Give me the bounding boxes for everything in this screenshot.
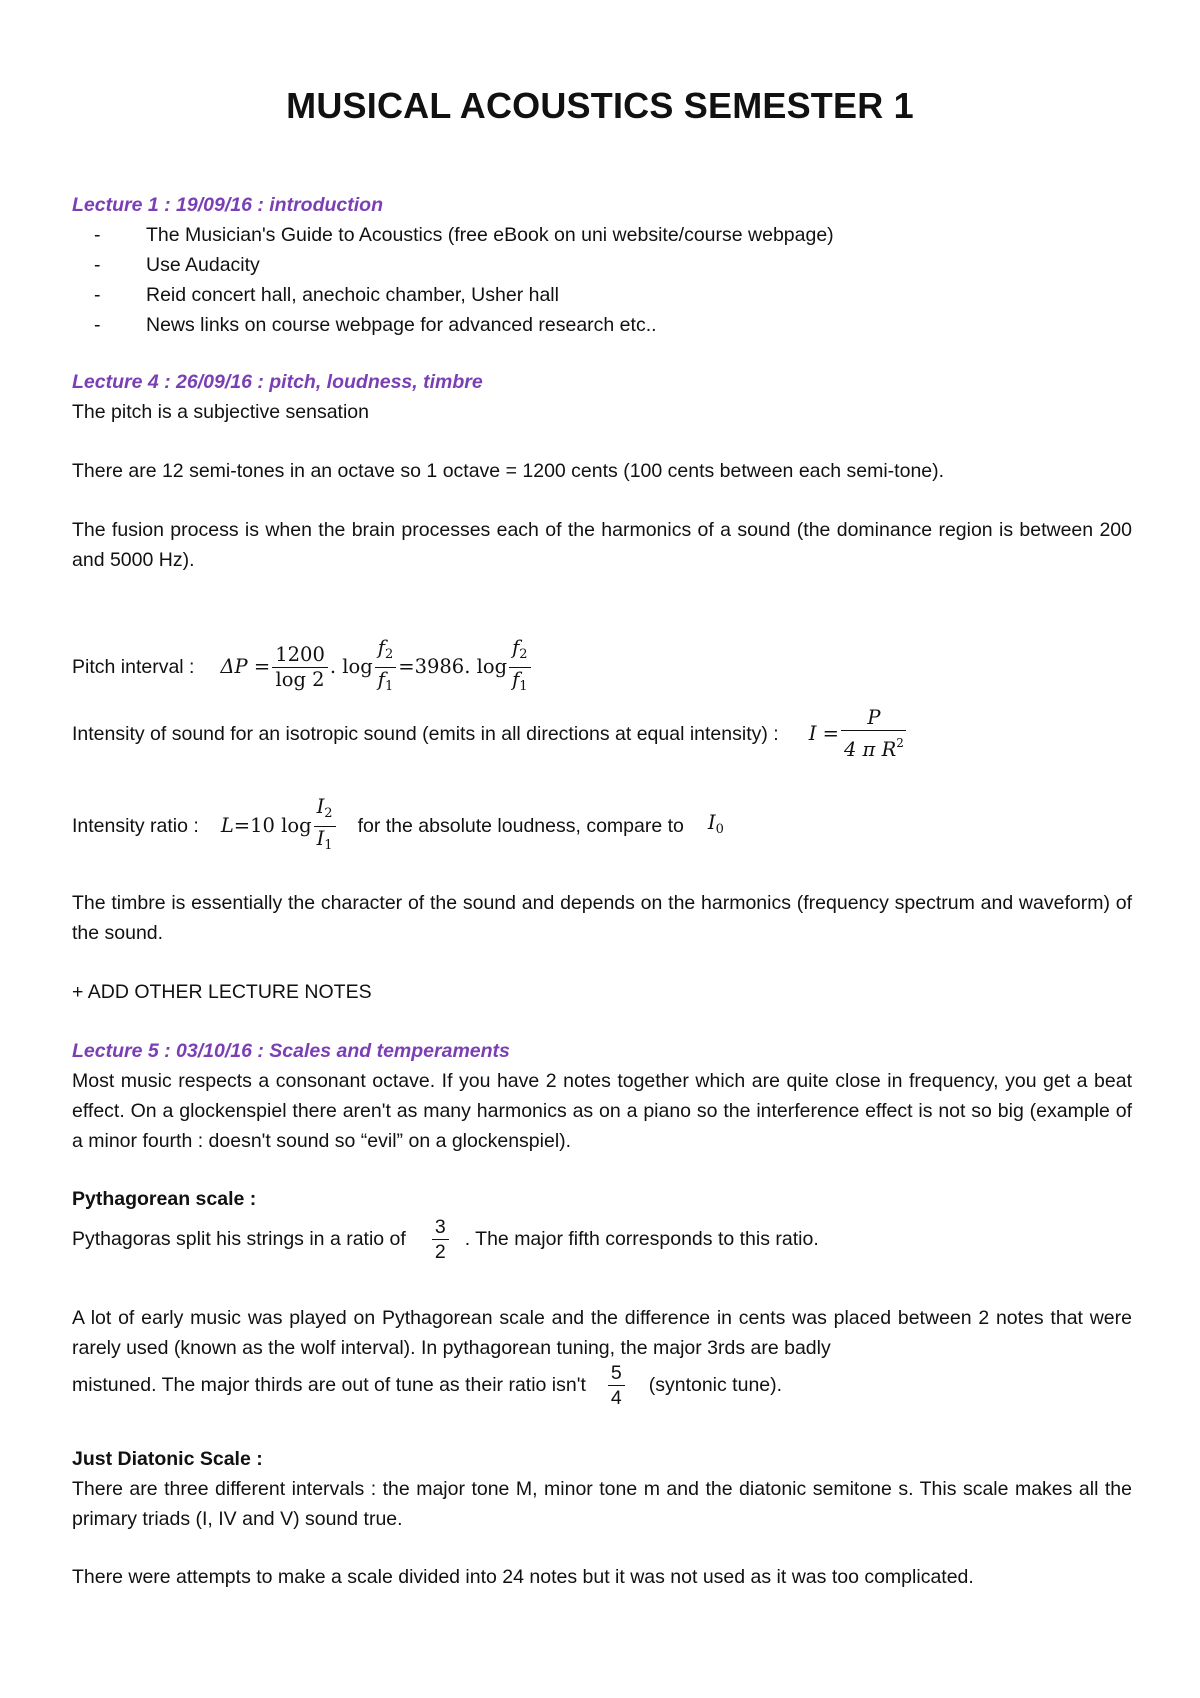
paragraph: The timbre is essentially the character of the sound and depends on the harmonics (frequency spectrum and waveform) of the sound.	[72, 892, 1132, 944]
paragraph: There are 12 semi-tones in an octave so 1 octave = 1200 cents (100 cents between each semi-tone).	[72, 460, 945, 482]
paragraph: The pitch is a subjective sensation	[72, 401, 369, 423]
fraction: $\frac{P}{4 \pi R^2}$	[841, 706, 907, 762]
lecture-5-heading: Lecture 5 : 03/10/16 : Scales and temperaments	[72, 1040, 510, 1062]
pitch-interval-formula: ΔP = $\frac{1200}{\log 2}$ . log $\frac{f_2}{f_1}$ = 3986. log $\frac{f_2}{f_1}$	[220, 636, 532, 699]
fraction-5-4: $\frac{5}{4}$	[608, 1361, 625, 1410]
lecture-1-heading: Lecture 1 : 19/09/16 : introduction	[72, 194, 383, 216]
pythagorean-heading: Pythagorean scale :	[72, 1188, 257, 1210]
fraction: $\frac{I_2}{I_1}$	[314, 795, 336, 858]
paragraph: Most music respects a consonant octave. If you have 2 notes together which are quite close in frequency, you get a beat effect. On a glockenspiel there aren't as many harmonics as on a piano so the interference effect is not so big (example of a minor fourth : doesn't sound so “evil” on a glockenspiel).	[72, 1070, 1132, 1152]
mistuned-line	[72, 1357, 1132, 1413]
mistuned-text: mistuned. The major thirds are out of tune as their ratio isn't	[72, 1374, 586, 1396]
pythagorean-line	[72, 1211, 1132, 1267]
mistuned-text-end: (syntonic tune).	[648, 1374, 783, 1396]
fraction: $\frac{f_2}{f_1}$	[509, 636, 531, 699]
pythagorean-text: Pythagoras split his strings in a ratio of	[72, 1228, 406, 1250]
pitch-interval-line	[72, 637, 1132, 697]
paragraph: There were attempts to make a scale divided into 24 notes but it was not used as it was too complicated.	[72, 1566, 974, 1588]
intensity-label: Intensity of sound for an isotropic sound (emits in all directions at equal intensity) :	[72, 723, 779, 745]
lecture-1-list	[72, 220, 1132, 340]
list-item: - News links on course webpage for advanced research etc..	[72, 310, 1132, 340]
just-diatonic-heading: Just Diatonic Scale :	[72, 1448, 263, 1470]
paragraph: The fusion process is when the brain processes each of the harmonics of a sound (the dominance region is between 200 and 5000 Hz).	[72, 519, 1132, 571]
list-item: - Reid concert hall, anechoic chamber, Usher hall	[72, 280, 1132, 310]
fraction: $\frac{1200}{\log 2}$	[272, 643, 328, 692]
pythagorean-text-end: . The major fifth corresponds to this ratio.	[464, 1228, 819, 1250]
paragraph: There are three different intervals : the major tone M, minor tone m and the diatonic semitone s. This scale makes all the primary triads (I, IV and V) sound true.	[72, 1478, 1132, 1530]
intensity-ratio-line	[72, 795, 1132, 857]
reference-intensity: $I_0$	[707, 810, 724, 837]
fraction: $\frac{f_2}{f_1}$	[375, 636, 397, 699]
fraction-3-2: $\frac{3}{2}$	[432, 1215, 449, 1264]
paragraph: + ADD OTHER LECTURE NOTES	[72, 981, 372, 1003]
paragraph: A lot of early music was played on Pythagorean scale and the difference in cents was placed between 2 notes that were rarely used (known as the wolf interval). In pythagorean tuning, the major 3rds are badly	[72, 1307, 1132, 1359]
formula-lhs: ΔP	[220, 655, 248, 678]
list-item: - The Musician's Guide to Acoustics (free eBook on uni website/course webpage)	[72, 220, 1132, 250]
pitch-interval-label: Pitch interval :	[72, 656, 195, 678]
intensity-formula: I = $\frac{P}{4 \pi R^2}$	[809, 706, 909, 762]
intensity-line	[72, 704, 1132, 764]
intensity-ratio-label: Intensity ratio :	[72, 815, 199, 837]
page-title: MUSICAL ACOUSTICS SEMESTER 1	[286, 85, 914, 126]
intensity-ratio-formula: L = 10 log $\frac{I_2}{I_1}$	[221, 795, 338, 858]
intensity-ratio-text: for the absolute loudness, compare to	[357, 815, 684, 837]
list-item: - Use Audacity	[72, 250, 1132, 280]
lecture-4-heading: Lecture 4 : 26/09/16 : pitch, loudness, timbre	[72, 371, 483, 393]
